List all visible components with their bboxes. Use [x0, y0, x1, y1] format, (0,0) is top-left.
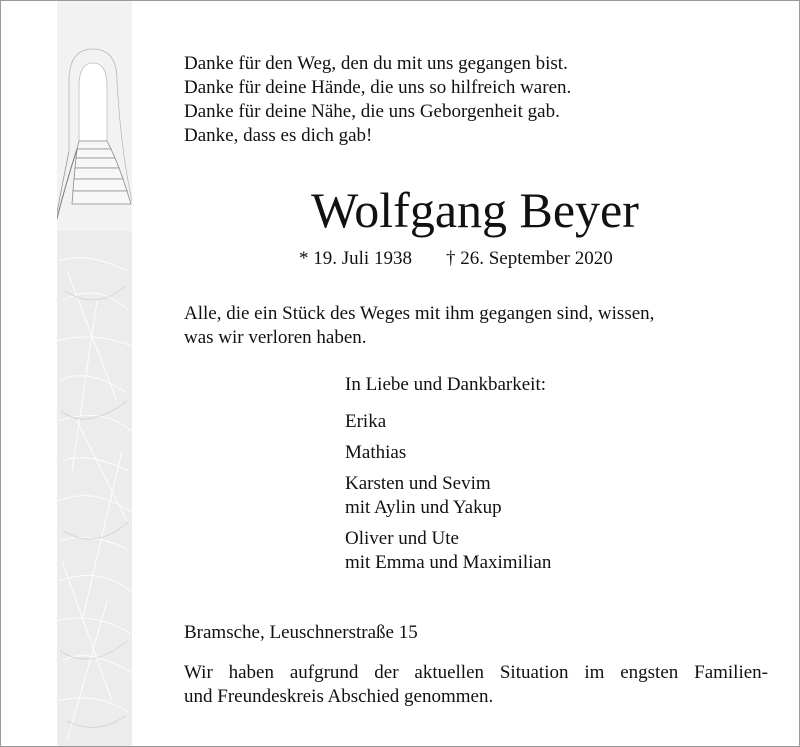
stairway-illustration-icon	[57, 1, 132, 746]
family-member: Erika	[345, 411, 387, 432]
decorative-stairway-strip	[57, 1, 132, 746]
family-member: mit Aylin und Yakup	[345, 497, 502, 518]
family-member: Oliver und Ute	[345, 528, 459, 549]
family-group	[345, 410, 551, 434]
family-group	[345, 441, 551, 465]
poem-line: Danke für deine Hände, die uns so hilfreich waren.	[184, 77, 572, 98]
sentence-line: was wir verloren haben.	[184, 327, 367, 348]
poem	[184, 52, 571, 148]
memorial-sentence	[184, 302, 654, 350]
family-member: Mathias	[345, 442, 407, 463]
note-line: und Freundeskreis Abschied genommen.	[184, 686, 494, 707]
poem-line: Danke für deine Nähe, die uns Geborgenheit gab.	[184, 101, 560, 122]
life-dates	[299, 247, 613, 271]
poem-line: Danke für den Weg, den du mit uns gegangen bist.	[184, 53, 568, 74]
family-member: Karsten und Sevim	[345, 473, 491, 494]
sentence-line: Alle, die ein Stück des Weges mit ihm gegangen sind, wissen,	[184, 303, 655, 324]
poem-line: Danke, dass es dich gab!	[184, 125, 373, 146]
birth-date: * 19. Juli 1938	[299, 248, 412, 269]
family-group	[345, 472, 551, 520]
farewell-note	[184, 661, 768, 709]
note-line: Wir haben aufgrund der aktuellen Situation im engsten Familien-	[184, 662, 768, 683]
family-list	[345, 410, 551, 582]
family-member: mit Emma und Maximilian	[345, 552, 552, 573]
address: Bramsche, Leuschnerstraße 15	[184, 622, 418, 643]
deceased-name: Wolfgang Beyer	[311, 182, 639, 238]
family-group	[345, 527, 551, 575]
closing-phrase: In Liebe und Dankbarkeit:	[345, 374, 547, 395]
death-date: † 26. September 2020	[445, 248, 613, 269]
